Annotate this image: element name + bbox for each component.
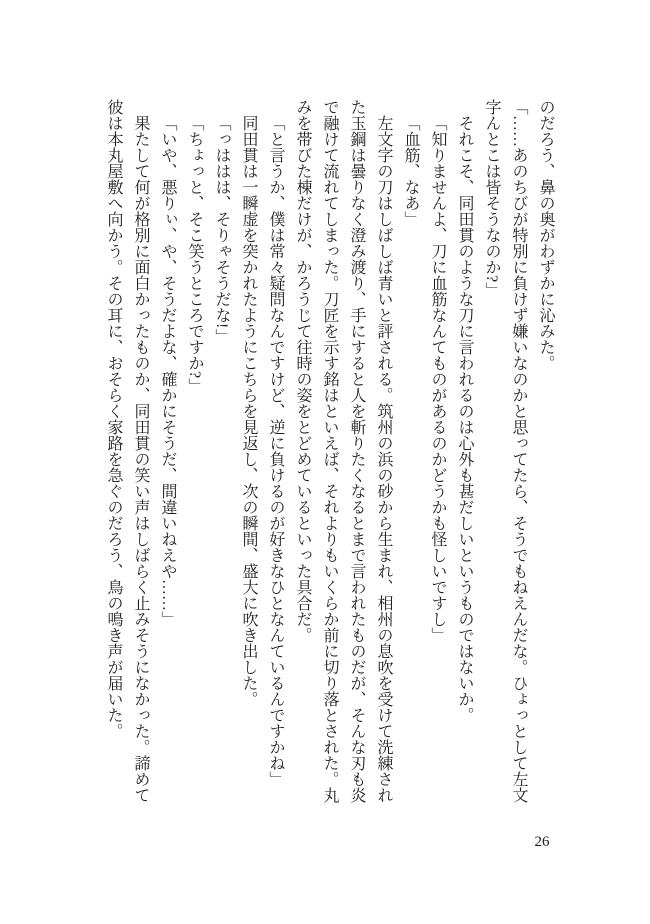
text-column: 「っははは、そりゃそうだな!」 — [213, 115, 230, 345]
text-column: 左文字の刀はしばしば青いと評される。筑州の浜の砂から生まれ、相州の息吹を受けて洗練され — [375, 115, 392, 803]
paragraph — [208, 99, 235, 805]
text-column: みを帯びた棟だけが、かろうじて往時の姿をとどめているといった具合だ。 — [294, 99, 311, 643]
page-number: 26 — [534, 834, 550, 850]
paragraph — [397, 99, 424, 805]
text-column: 字んとこは皆そうなのか?」 — [483, 99, 500, 299]
paragraph — [451, 99, 478, 805]
paragraph — [289, 99, 397, 805]
paragraph — [262, 99, 289, 805]
paragraph — [424, 99, 451, 805]
text-column: 「血筋、なあ」 — [402, 115, 419, 227]
text-column: 同田貫は一瞬虚を突かれたようにこちらを見返し、次の瞬間、盛大に吹き出した。 — [240, 115, 257, 707]
paragraph — [532, 99, 559, 805]
text-column: 「……あのちびが特別に負けず嫌いなのかと思ってたら、そうでもねえんだな。ひょっとして左文 — [510, 99, 527, 803]
text-column: た玉鋼は曇りなく澄み渡り、手にすると人を斬りたくなるとまで言われたものだが、そんな刃も炎 — [348, 99, 365, 803]
text-column: 「と言うか、僕は常々疑問なんですけど、逆に負けるのが好きなひとなんているんですかね」 — [267, 115, 284, 787]
text-column: で融けて流れてしまった。刀匠を示す銘はといえば、それよりもいくらか前に切り落とされた。丸 — [321, 99, 338, 803]
text-column: 「知りませんよ、刀に血筋なんてものがあるのかどうかも怪しいですし」 — [429, 115, 446, 643]
text-column: のだろう、鼻の奥がわずかに沁みた。 — [537, 99, 554, 371]
paragraph — [100, 99, 154, 805]
text-column: 果たして何が格別に面白かったものか、同田貫の笑い声はしばらく止みそうになかった。諦めて — [132, 115, 149, 803]
paragraph — [154, 99, 181, 805]
paragraph — [478, 99, 532, 805]
paragraph — [235, 99, 262, 805]
paragraph — [181, 99, 208, 805]
text-column: 彼は本丸屋敷へ向かう。その耳に、おそらく家路を急ぐのだろう、鳥の鳴き声が届いた。 — [105, 99, 122, 739]
text-column: それこそ、同田貫のような刀に言われるのは心外も甚だしいというものではないか。 — [456, 115, 473, 723]
text-column: 「ちょっと、そこ笑うところですか?」 — [186, 115, 203, 395]
novel-text-block — [97, 99, 559, 805]
text-column: 「いや、悪りぃ、や、そうだよな、確かにそうだ、間違いねえや……」 — [159, 115, 176, 627]
